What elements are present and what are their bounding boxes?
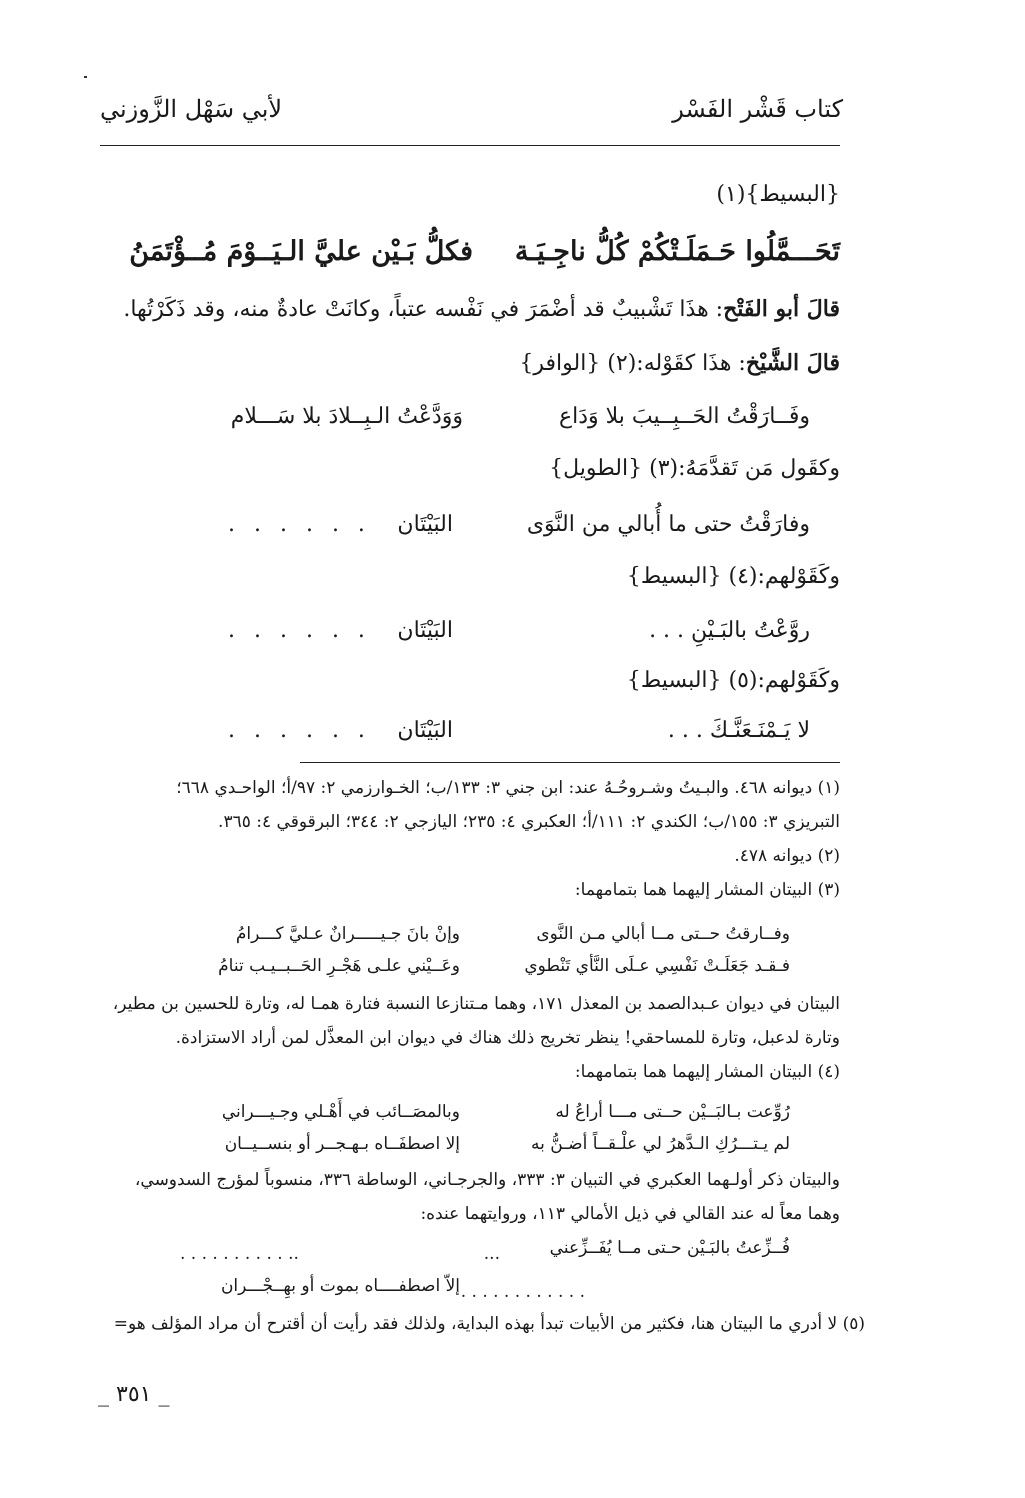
scan-speck bbox=[84, 76, 87, 78]
shaykh-text: : هذَا كقَوْله:(٢) {الوافر} bbox=[519, 351, 746, 376]
verse-3-albaytan: البَيْتَان bbox=[397, 512, 453, 537]
footnote-4-verse-2-b: إلا اصطفَــاه بـهـجــر أو بنســيــان bbox=[224, 1134, 460, 1154]
footnote-4-verse-1-b: وبالمصَــائب في أَهْـلي وجـيـــراني bbox=[221, 1102, 460, 1122]
shaykh-label: قالَ الشَّيْخ bbox=[745, 350, 840, 376]
abu-al-fath-paragraph bbox=[123, 296, 840, 322]
line-3-intro: وكقَول مَن تَقدَّمَهُ:(٣) {الطويل} bbox=[549, 456, 840, 481]
meter-label-1: {البسيط}(١) bbox=[716, 182, 840, 207]
verse-1-first-hemistich: تَحَـــمَّلُوا حَـمَلَـتْكُمْ كُلُّ ناجِـيَـة bbox=[514, 236, 840, 267]
footnote-3-heading: (٣) البيتان المشار إليهما هما بتمامهما: bbox=[574, 880, 840, 900]
shaykh-paragraph bbox=[519, 350, 840, 376]
footnote-4-verse-1-a: رُوِّعت بـالبَــيْن حــتى مـــا أراعُ له bbox=[555, 1102, 790, 1122]
footnote-4-verse-4-b: إلاّ اصطفــــاه بموت أو بهِــجْـــران bbox=[220, 1276, 460, 1296]
footnote-5: (٥) لا أدري ما البيتان هنا، فكثير من الأبيات تبدأ بهذه البداية، ولذلك فقد رأيت أن أقترح أن مراد المؤلف هو= bbox=[113, 1314, 865, 1334]
footnote-4-paragraph-2: وهما معاً له عند القالي في ذيل الأمالي ١١٣، وروايتهما عنده: bbox=[420, 1204, 840, 1224]
footnote-2: (٢) ديوانه ٤٧٨. bbox=[734, 846, 840, 866]
footnote-3-verse-1-a: وفــارقتُ حــتى مــا أبالي مـن النَّوى bbox=[536, 924, 790, 944]
verse-2-first-hemistich: وفَــارَقْتُ الحَــبِــيبَ بلا وَدَاع bbox=[558, 404, 810, 429]
footnote-3-paragraph-2: وتارة لدعبل، وتارة للمساحقي! ينظر تخريج ذلك هناك في ديوان ابن المعذَّل لمن أراد الاستزادة. bbox=[175, 1028, 840, 1048]
abu-al-fath-text: : هذَا تَشْبيبٌ قد أضْمَرَ في نَفْسه عتباً، وكانَتْ عادةٌ منه، وقد ذَكَرْتُها. bbox=[123, 297, 724, 322]
footnote-4-verse-3-a-ellipsis: ... bbox=[483, 1244, 500, 1264]
verse-5-first-hemistich: لا يَـمْنَـعَنَّـكَ . . . bbox=[667, 718, 810, 743]
footnote-3-paragraph-1: البيتان في ديوان عـبدالصمد بن المعذل ١٧١، وهما مـتنازعا النسبة فتارة همـا له، وتارة للحسين بن مطير، bbox=[112, 994, 840, 1014]
footnote-4-verse-2-a: لم يـتـــرُكِ الـدَّهرُ لي علْـقــاً أضـنُّ به bbox=[530, 1134, 790, 1154]
footnote-4-verse-3-a: فُــزِّعتُ بالبَـيْن حـتى مــا يُفَــزِّعني bbox=[549, 1238, 790, 1258]
verse-1-second-hemistich: فكلُّ بَـيْن عليَّ الـيَــوْمَ مُــؤْتَمَنُ bbox=[129, 236, 473, 267]
running-header-book-title: كتاب قَشْر الفَسْر bbox=[672, 95, 843, 123]
line-5-intro: وكَقَوْلهم:(٥) {البسيط} bbox=[626, 668, 840, 693]
line-4-intro: وكَقَوْلهم:(٤) {البسيط} bbox=[626, 564, 840, 589]
header-rule bbox=[100, 145, 840, 146]
verse-3-first-hemistich: وفارَقْتُ حتى ما أُبالي من النَّوَى bbox=[526, 512, 810, 537]
verse-5-albaytan: البَيْتَان bbox=[397, 718, 453, 743]
verse-3-ellipsis: . . . . . . bbox=[228, 512, 371, 537]
footnote-1-line-2: التبريزي ٣: ١٥٥/ب؛ الكندي ٢: ١١١/أ؛ العكبري ٤: ٢٣٥؛ اليازجي ٢: ٣٤٤؛ البرقوقي ٤: ٣٦٥. bbox=[218, 812, 840, 832]
footnote-3-verse-2-b: وعَــيْني علـى هَجْـرِ الحَــبــيـب تنامُ bbox=[218, 956, 460, 976]
footnote-4-verse-3-b-ellipsis: .. . . . . . . . . . . bbox=[180, 1244, 299, 1264]
footnote-3-verse-2-a: فـقـد جَعَلَـتْ نَفْسِي عـلَى النَّأي تَنْطوي bbox=[524, 956, 790, 976]
verse-4-ellipsis: . . . . . . bbox=[228, 618, 371, 643]
verse-4-albaytan: البَيْتَان bbox=[397, 618, 453, 643]
page-number: _ ٣٥١ _ bbox=[98, 1382, 170, 1407]
footnote-4-heading: (٤) البيتان المشار إليهما هما بتمامهما: bbox=[574, 1062, 840, 1082]
verse-4-first-hemistich: روَّعْتُ بالبَـيْنِ . . . bbox=[649, 618, 810, 643]
running-header-author: لأبي سَهْل الزَّوزني bbox=[100, 95, 283, 123]
footnote-4-verse-4-a-ellipsis: . . . . . . . . . . . . bbox=[460, 1282, 585, 1302]
footnote-3-verse-1-b: وإنْ بانَ جـيـــــرانٌ عـليَّ كـــرامُ bbox=[235, 924, 460, 944]
footnote-rule bbox=[300, 762, 840, 763]
abu-al-fath-label: قالَ أبو الفَتْح bbox=[723, 296, 840, 322]
verse-2-second-hemistich: وَوَدَّعْتُ الـبِــلادَ بلا سَـــلام bbox=[230, 404, 463, 429]
footnote-1-line-1: (١) ديوانه ٤٦٨. والبـيتُ وشـروحُـهُ عند: ابن جني ٣: ١٣٣/ب؛ الخـوارزمي ٢: ٩٧/أ؛ الواحـدي ٦٦٨؛ bbox=[176, 778, 840, 798]
footnote-4-paragraph-1: والبيتان ذكر أولـهما العكبري في التبيان ٣: ٣٣٣، والجرجـاني، الوساطة ٣٣٦، منسوباً لمؤرج السدوسي، bbox=[134, 1170, 840, 1190]
verse-5-ellipsis: . . . . . . bbox=[228, 718, 371, 743]
